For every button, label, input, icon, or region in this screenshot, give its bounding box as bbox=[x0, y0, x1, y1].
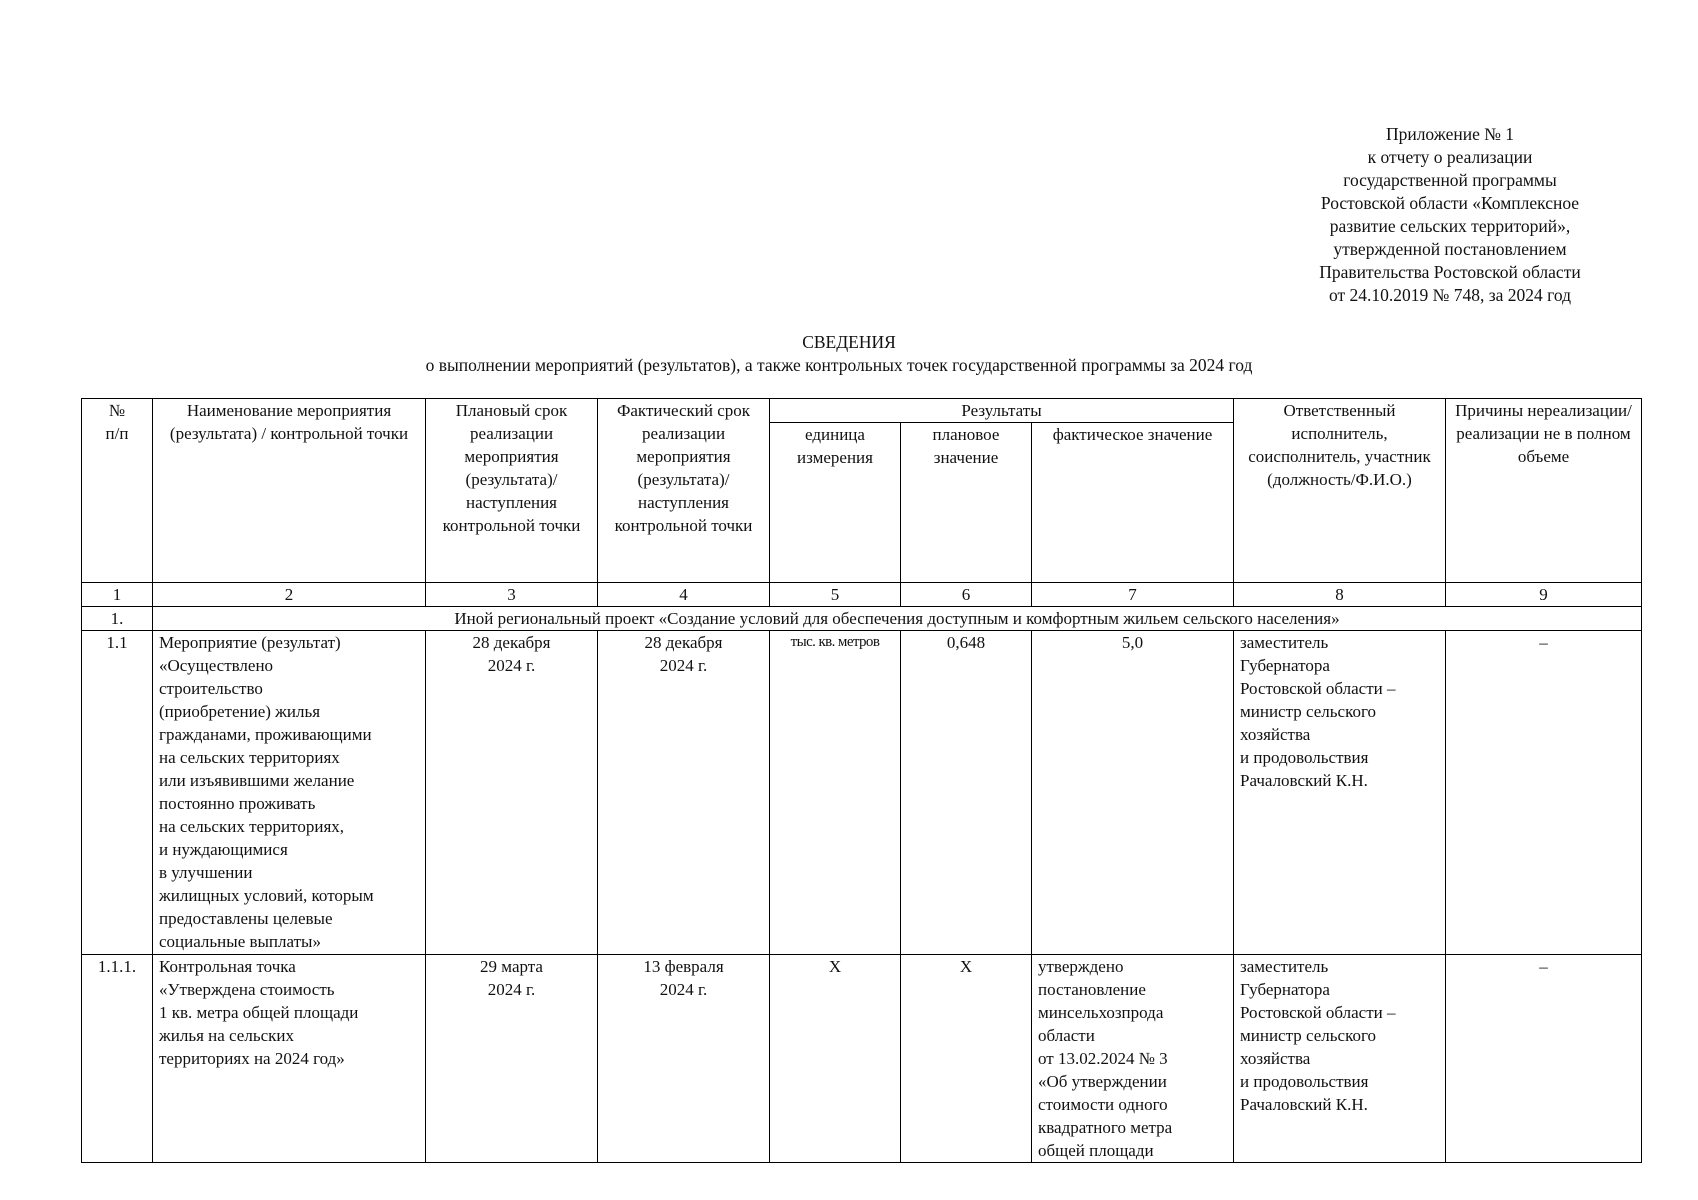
appendix-block bbox=[1260, 123, 1640, 307]
row-num: 1.1.1. bbox=[82, 955, 153, 1163]
report-table bbox=[81, 398, 1642, 1163]
appendix-line: Правительства Ростовской области bbox=[1319, 262, 1581, 282]
table-row bbox=[82, 955, 1642, 1163]
header-num: № п/п bbox=[82, 399, 153, 583]
header-fact-value: фактическое значение bbox=[1032, 423, 1234, 583]
header-plan-value: плановое значение bbox=[901, 423, 1032, 583]
column-number: 8 bbox=[1234, 583, 1446, 607]
column-number: 5 bbox=[770, 583, 901, 607]
column-number: 2 bbox=[153, 583, 426, 607]
header-responsible: Ответственный исполнитель, соисполнитель, участник (должность/Ф.И.О.) bbox=[1234, 399, 1446, 583]
header-results: Результаты bbox=[770, 399, 1234, 423]
row-fact-value: утверждено постановление минсельхозпрода области от 13.02.2024 № 3 «Об утверждении стоимости одного квадратного метра общей площади bbox=[1032, 955, 1234, 1163]
appendix-line: Ростовской области «Комплексное bbox=[1320, 193, 1580, 213]
row-name: Мероприятие (результат) «Осуществлено строительство (приобретение) жилья гражданами, проживающими на сельских территориях или изъявившими желание постоянно проживать на сельских территориях, и нуждающимися в улучшении жилищных условий, которым предоставлены целевые социальные выплаты» bbox=[153, 631, 426, 955]
appendix-line: от 24.10.2019 № 748, за 2024 год bbox=[1328, 285, 1572, 305]
section-title: Иной региональный проект «Создание условий для обеспечения доступным и комфортным жильем сельского населения» bbox=[153, 607, 1642, 631]
document-subtitle: о выполнении мероприятий (результатов), а также контрольных точек государственной программы за 2024 год bbox=[425, 355, 1253, 375]
row-responsible: заместитель Губернатора Ростовской области – министр сельского хозяйства и продовольствия Рачаловский К.Н. bbox=[1234, 955, 1446, 1163]
appendix-line: развитие сельских территорий», bbox=[1329, 216, 1571, 236]
section-num: 1. bbox=[82, 607, 153, 631]
document-heading bbox=[0, 331, 1698, 377]
document-title: СВЕДЕНИЯ bbox=[802, 332, 896, 352]
column-number: 6 bbox=[901, 583, 1032, 607]
row-planned-date: 28 декабря 2024 г. bbox=[426, 631, 598, 955]
row-reasons: – bbox=[1446, 631, 1642, 955]
row-unit: Х bbox=[770, 955, 901, 1163]
column-number: 1 bbox=[82, 583, 153, 607]
appendix-line: Приложение № 1 bbox=[1385, 124, 1515, 144]
row-responsible: заместитель Губернатора Ростовской области – министр сельского хозяйства и продовольствия Рачаловский К.Н. bbox=[1234, 631, 1446, 955]
row-actual-date: 13 февраля 2024 г. bbox=[598, 955, 770, 1163]
row-plan-value: 0,648 bbox=[901, 631, 1032, 955]
appendix-line: к отчету о реализации bbox=[1367, 147, 1533, 167]
appendix-line: утвержденной постановлением bbox=[1333, 239, 1567, 259]
row-name: Контрольная точка «Утверждена стоимость 1 кв. метра общей площади жилья на сельских территориях на 2024 год» bbox=[153, 955, 426, 1163]
appendix-line: государственной программы bbox=[1343, 170, 1557, 190]
row-planned-date: 29 марта 2024 г. bbox=[426, 955, 598, 1163]
row-actual-date: 28 декабря 2024 г. bbox=[598, 631, 770, 955]
column-numbers-row bbox=[82, 583, 1642, 607]
section-row bbox=[82, 607, 1642, 631]
table-row bbox=[82, 631, 1642, 955]
header-planned-date: Плановый срок реализации мероприятия (результата)/ наступления контрольной точки bbox=[426, 399, 598, 583]
column-number: 3 bbox=[426, 583, 598, 607]
row-plan-value: Х bbox=[901, 955, 1032, 1163]
column-number: 7 bbox=[1032, 583, 1234, 607]
header-reasons: Причины нереализации/ реализации не в полном объеме bbox=[1446, 399, 1642, 583]
row-fact-value: 5,0 bbox=[1032, 631, 1234, 955]
column-number: 4 bbox=[598, 583, 770, 607]
table-header-row bbox=[82, 399, 1642, 423]
header-unit: единица измерения bbox=[770, 423, 901, 583]
header-name: Наименование мероприятия (результата) / контрольной точки bbox=[153, 399, 426, 583]
row-reasons: – bbox=[1446, 955, 1642, 1163]
row-num: 1.1 bbox=[82, 631, 153, 955]
header-actual-date: Фактический срок реализации мероприятия (результата)/ наступления контрольной точки bbox=[598, 399, 770, 583]
column-number: 9 bbox=[1446, 583, 1642, 607]
row-unit: тыс. кв. метров bbox=[770, 631, 901, 955]
